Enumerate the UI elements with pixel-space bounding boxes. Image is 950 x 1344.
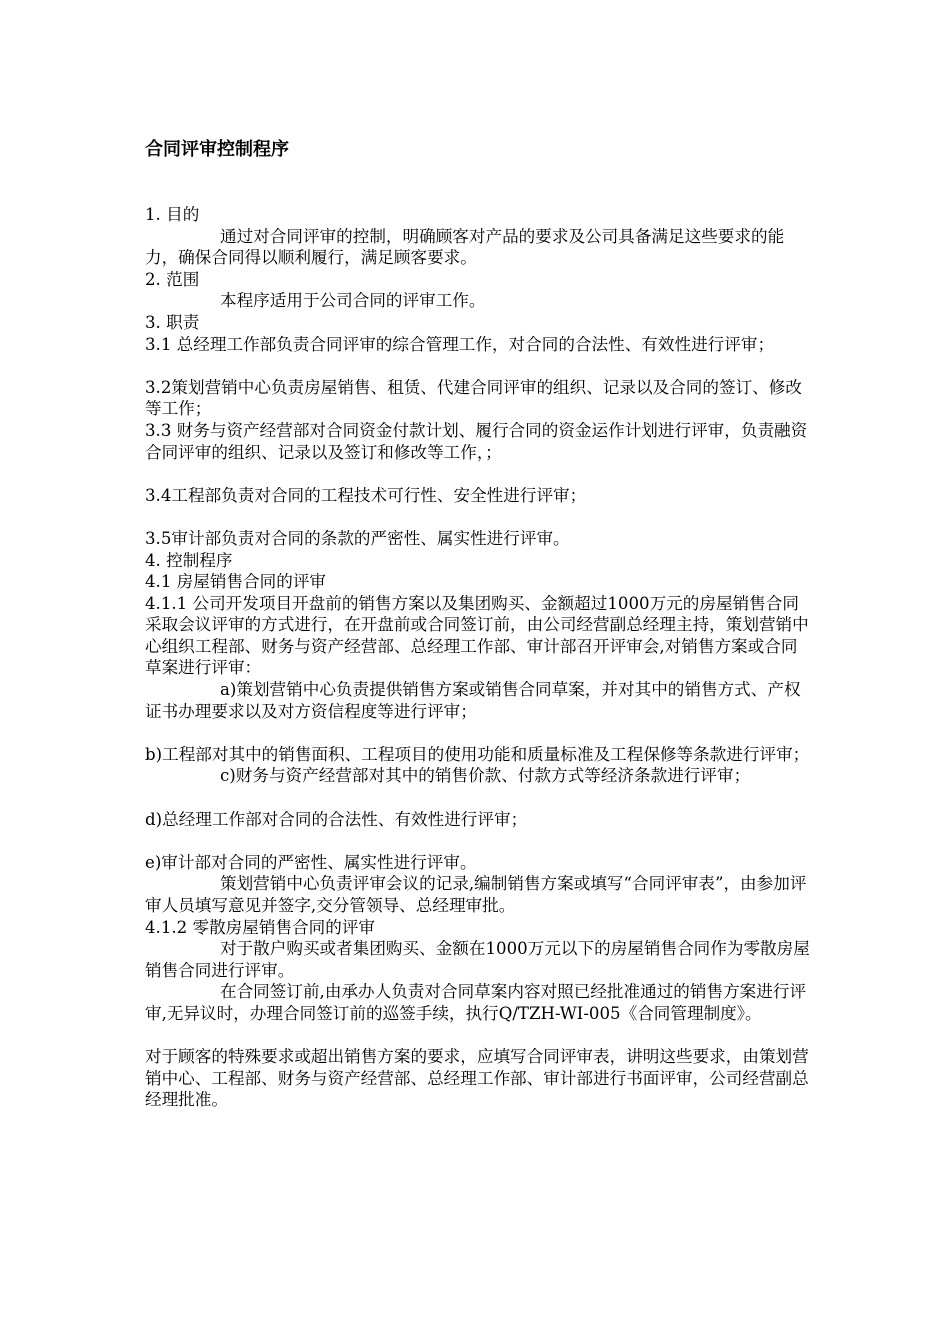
- document-paragraph: a)策划营销中心负责提供销售方案或销售合同草案，并对其中的销售方式、产权证书办理要求以及对方资信程度等进行评审；: [145, 680, 801, 721]
- document-paragraph: 策划营销中心负责评审会议的记录,编制销售方案或填写“合同评审表”，由参加评审人员填写意见并签字,交分管领导、总经理审批。: [145, 874, 807, 915]
- document-paragraph: 在合同签订前,由承办人负责对合同草案内容对照已经批准通过的销售方案进行评审,无异议时，办理合同签订前的巡签手续，执行Q/TZH-WI-005《合同管理制度》。: [145, 982, 807, 1023]
- document-paragraph: 1. 目的: [145, 205, 200, 224]
- document-paragraph: 对于顾客的特殊要求或超出销售方案的要求，应填写合同评审表，讲明这些要求，由策划营销中心、工程部、财务与资产经营部、总经理工作部、审计部进行书面评审，公司经营副总经理批准。: [145, 1047, 809, 1110]
- document-paragraph: 2. 范围: [145, 269, 200, 289]
- paragraph-spacer: [145, 355, 810, 377]
- document-paragraph: 本程序适用于公司合同的评审工作。: [220, 291, 486, 311]
- paragraph-spacer: [145, 1025, 810, 1047]
- document-paragraph: 4.1.2 零散房屋销售合同的评审: [145, 917, 376, 937]
- paragraph-spacer: [145, 830, 810, 852]
- paragraph-spacer: [145, 463, 810, 485]
- document-paragraph: c)财务与资产经营部对其中的销售价款、付款方式等经济条款进行评审；: [220, 766, 751, 786]
- document-paragraph: 4.1.1 公司开发项目开盘前的销售方案以及集团购买、金额超过1000万元的房屋销售合同采取会议评审的方式进行，在开盘前或合同签订前，由公司经营副总经理主持，策划营销中心组织工程部、财务与资产经营部、总经理工作部、审计部召开评审会,对销售方案或合同草案进行评审：: [145, 593, 809, 678]
- document-paragraph: 3.2策划营销中心负责房屋销售、租赁、代建合同评审的组织、记录以及合同的签订、修改等工作；: [145, 377, 802, 419]
- document-paragraph: 通过对合同评审的控制，明确顾客对产品的要求及公司具备满足这些要求的能力，确保合同得以顺利履行，满足顾客要求。: [145, 226, 785, 268]
- document-body: [145, 204, 810, 1111]
- document-paragraph: d)总经理工作部对合同的合法性、有效性进行评审；: [145, 809, 528, 829]
- paragraph-spacer: [145, 506, 810, 528]
- document-title: 合同评审控制程序: [145, 139, 289, 160]
- document-paragraph: 4.1 房屋销售合同的评审: [145, 572, 327, 592]
- document-paragraph: e)审计部对合同的严密性、属实性进行评审。: [145, 852, 477, 872]
- document-paragraph: 4. 控制程序: [145, 550, 233, 570]
- document-paragraph: 对于散户购买或者集团购买、金额在1000万元以下的房屋销售合同作为零散房屋销售合同进行评审。: [145, 939, 810, 980]
- document-paragraph: 3. 职责: [145, 312, 200, 332]
- paragraph-spacer: [145, 722, 810, 744]
- document-paragraph: 3.5审计部负责对合同的条款的严密性、属实性进行评审。: [145, 528, 570, 548]
- document-paragraph: 3.1 总经理工作部负责合同评审的综合管理工作，对合同的合法性、有效性进行评审；: [145, 334, 775, 354]
- paragraph-spacer: [145, 787, 810, 809]
- document-paragraph: 3.4工程部负责对合同的工程技术可行性、安全性进行评审；: [145, 485, 587, 505]
- document-paragraph: 3.3 财务与资产经营部对合同资金付款计划、履行合同的资金运作计划进行评审，负责融资合同评审的组织、记录以及签订和修改等工作，；: [145, 420, 808, 462]
- document-paragraph: b)工程部对其中的销售面积、工程项目的使用功能和质量标准及工程保修等条款进行评审；: [145, 744, 810, 764]
